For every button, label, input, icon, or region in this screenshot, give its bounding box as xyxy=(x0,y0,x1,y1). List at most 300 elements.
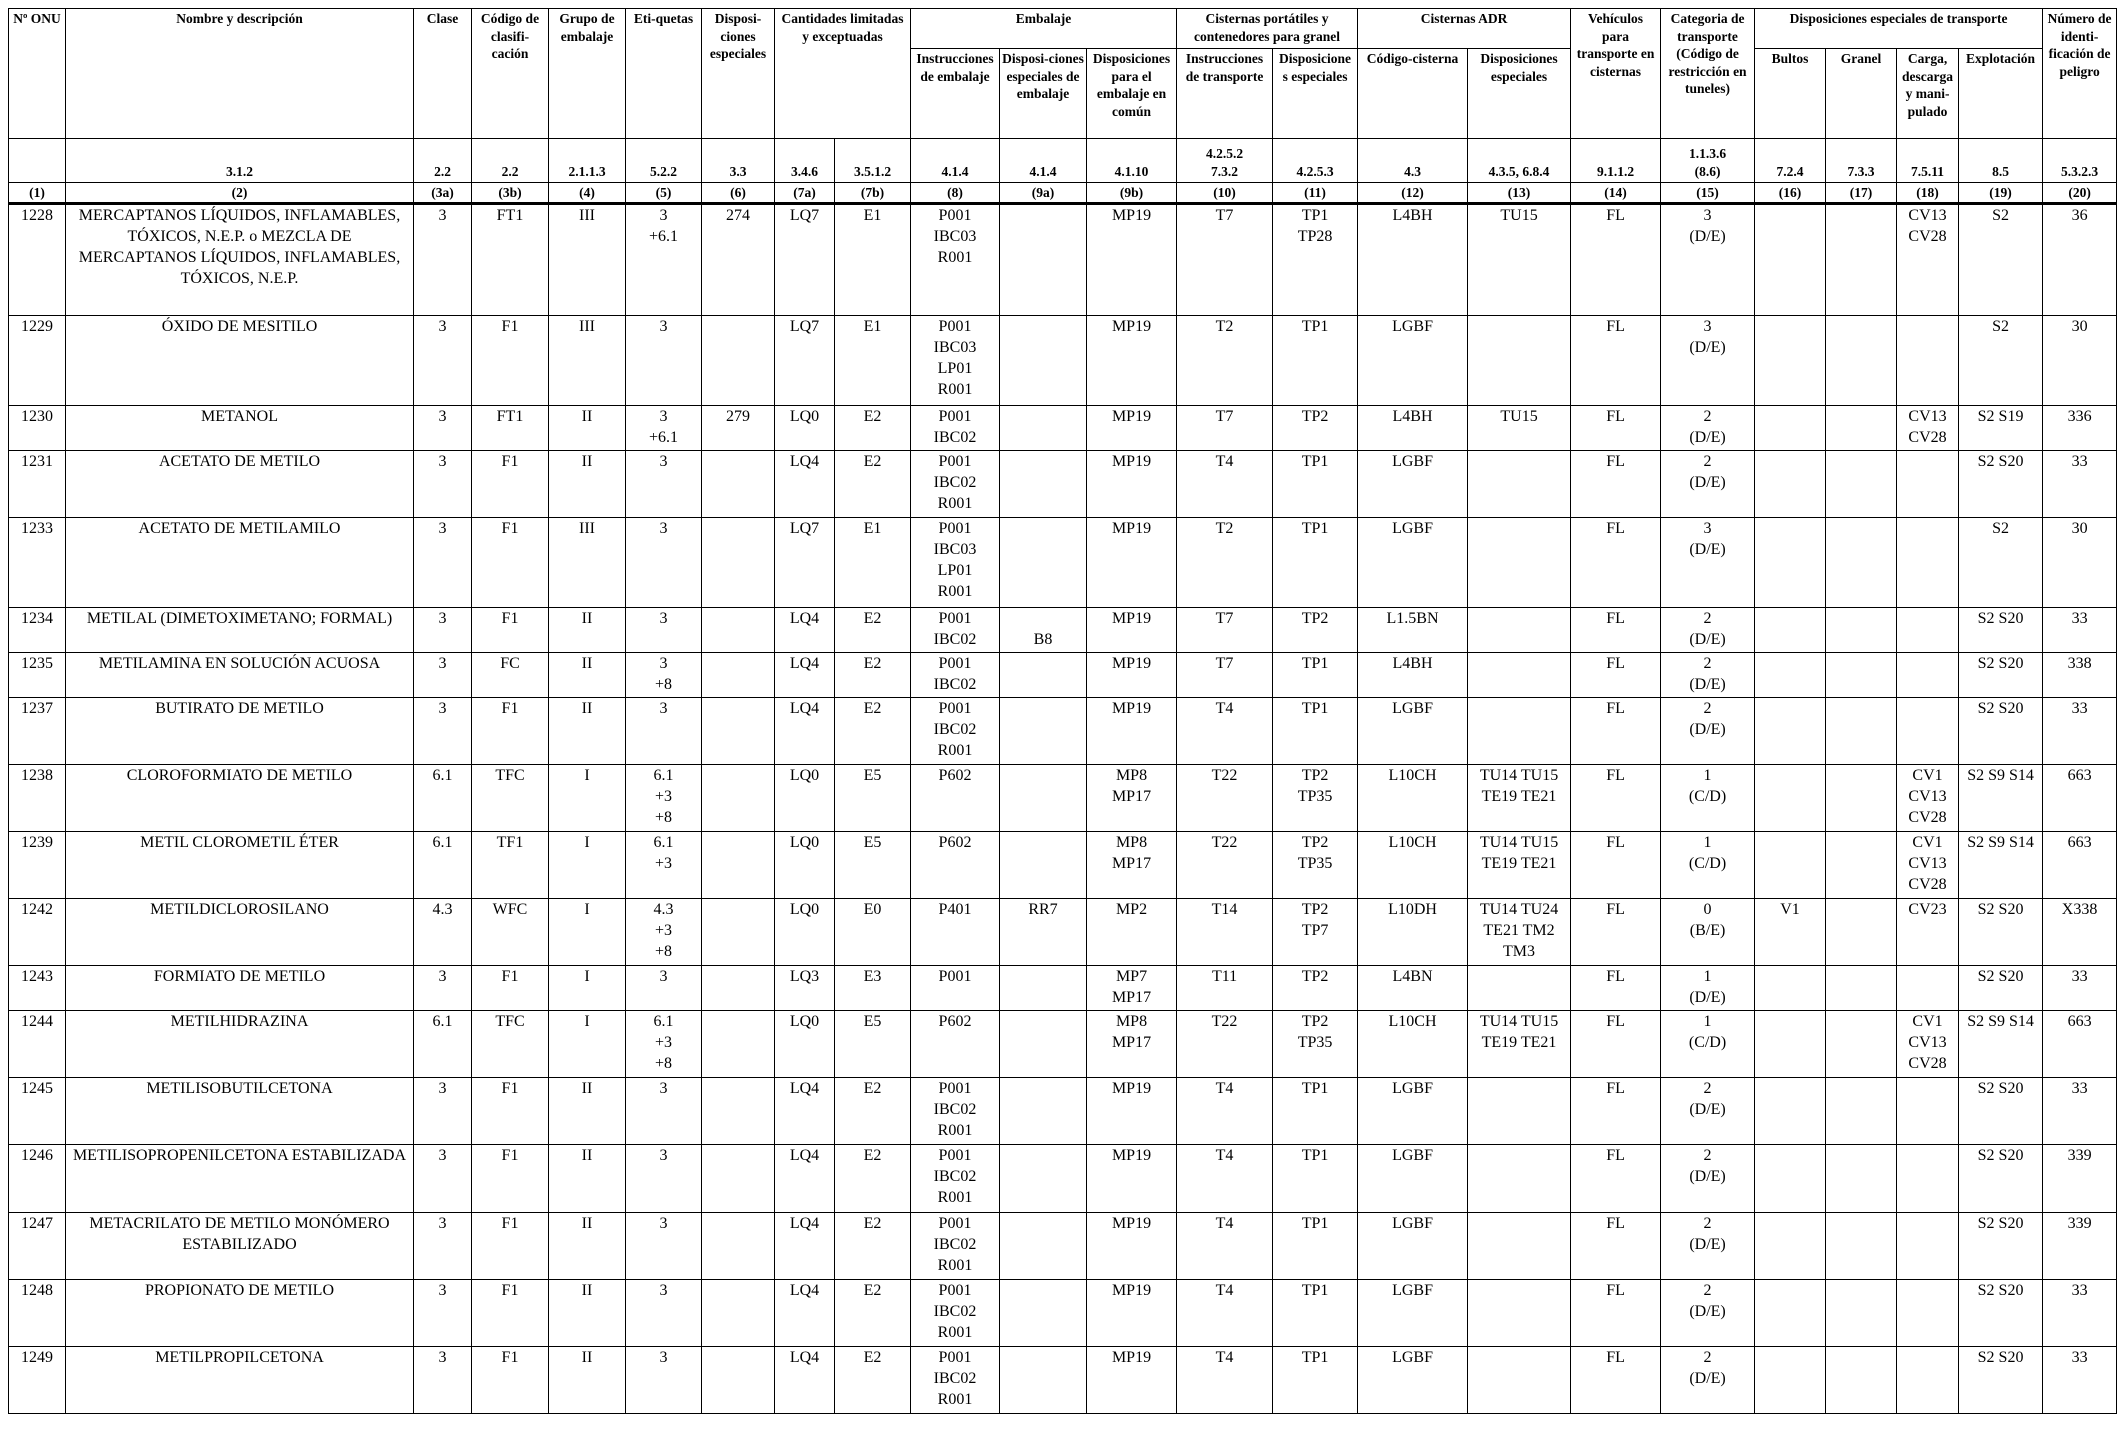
table-cell: 3 xyxy=(414,518,472,608)
table-cell: LQ0 xyxy=(775,765,835,832)
table-cell: TP1 TP28 xyxy=(1273,204,1358,316)
table-cell: 336 xyxy=(2043,406,2117,451)
table-cell xyxy=(1897,1078,1959,1145)
table-cell: FL xyxy=(1571,765,1661,832)
table-cell: FL xyxy=(1571,1213,1661,1280)
table-cell xyxy=(1826,204,1897,316)
table-cell: S2 xyxy=(1959,316,2043,406)
table-cell: 3 xyxy=(414,1078,472,1145)
table-cell: P001 IBC03 LP01 R001 xyxy=(911,316,1000,406)
un-number-cell: 1242 xyxy=(9,899,66,966)
reference-cell: 2.2 xyxy=(414,139,472,183)
reference-cell: 4.2.5.2 7.3.2 xyxy=(1177,139,1273,183)
table-cell: FL xyxy=(1571,451,1661,518)
table-cell xyxy=(702,653,775,698)
table-cell: T4 xyxy=(1177,1213,1273,1280)
table-cell xyxy=(1468,608,1571,653)
table-cell xyxy=(1755,1011,1826,1078)
table-cell: S2 S20 xyxy=(1959,899,2043,966)
header-un: Nº ONU xyxy=(9,9,66,139)
table-cell: MP19 xyxy=(1087,1078,1177,1145)
header-numero-peligro: Número de identi-ficación de peligro xyxy=(2043,9,2117,139)
reference-cell: 3.4.6 xyxy=(775,139,835,183)
table-cell: MP8 MP17 xyxy=(1087,1011,1177,1078)
table-cell: 279 xyxy=(702,406,775,451)
table-cell xyxy=(1755,966,1826,1011)
column-number-cell: (16) xyxy=(1755,183,1826,204)
table-cell: T7 xyxy=(1177,653,1273,698)
table-cell xyxy=(702,1213,775,1280)
table-cell: 274 xyxy=(702,204,775,316)
table-cell xyxy=(1897,1347,1959,1414)
table-row xyxy=(9,406,2117,451)
table-cell: F1 xyxy=(472,1347,549,1414)
table-cell: MP19 xyxy=(1087,1347,1177,1414)
table-cell: S2 S19 xyxy=(1959,406,2043,451)
table-cell: F1 xyxy=(472,608,549,653)
table-cell: S2 S20 xyxy=(1959,1280,2043,1347)
table-cell xyxy=(1897,451,1959,518)
table-cell xyxy=(1468,1078,1571,1145)
table-cell: TP1 xyxy=(1273,653,1358,698)
table-cell: L10CH xyxy=(1358,765,1468,832)
reference-cell xyxy=(9,139,66,183)
table-cell: II xyxy=(549,608,626,653)
table-cell: TFC xyxy=(472,765,549,832)
table-cell: E2 xyxy=(835,698,911,765)
reference-cell: 4.3 xyxy=(1358,139,1468,183)
un-number-cell: 1234 xyxy=(9,608,66,653)
table-cell xyxy=(1755,1280,1826,1347)
table-cell xyxy=(702,765,775,832)
name-cell: METILAMINA EN SOLUCIÓN ACUOSA xyxy=(66,653,414,698)
table-cell: LGBF xyxy=(1358,451,1468,518)
table-cell xyxy=(1000,765,1087,832)
table-cell: S2 xyxy=(1959,518,2043,608)
table-cell: TP1 xyxy=(1273,316,1358,406)
table-cell: II xyxy=(549,1280,626,1347)
table-cell: TP1 xyxy=(1273,1145,1358,1213)
un-number-cell: 1231 xyxy=(9,451,66,518)
table-cell xyxy=(1897,966,1959,1011)
table-row xyxy=(9,1213,2117,1280)
column-number-cell: (7a) xyxy=(775,183,835,204)
table-cell: TP2 TP35 xyxy=(1273,832,1358,899)
un-number-cell: 1237 xyxy=(9,698,66,765)
table-cell: T22 xyxy=(1177,832,1273,899)
table-cell: FL xyxy=(1571,1347,1661,1414)
table-cell: 3 xyxy=(414,1280,472,1347)
table-cell: E2 xyxy=(835,653,911,698)
header-emb-comun: Disposiciones para el embalaje en común xyxy=(1087,49,1177,139)
table-cell: TU14 TU15 TE19 TE21 xyxy=(1468,765,1571,832)
table-cell: LQ4 xyxy=(775,608,835,653)
table-cell: FL xyxy=(1571,204,1661,316)
name-cell: CLOROFORMIATO DE METILO xyxy=(66,765,414,832)
name-cell: METIL CLOROMETIL ÉTER xyxy=(66,832,414,899)
table-cell: P001 xyxy=(911,966,1000,1011)
table-cell: LQ4 xyxy=(775,451,835,518)
table-cell: 663 xyxy=(2043,765,2117,832)
reference-cell: 4.1.4 xyxy=(1000,139,1087,183)
reference-cell: 7.3.3 xyxy=(1826,139,1897,183)
table-cell: LQ4 xyxy=(775,653,835,698)
table-cell: V1 xyxy=(1755,899,1826,966)
table-cell: LQ3 xyxy=(775,966,835,1011)
table-cell: 3 (D/E) xyxy=(1661,518,1755,608)
column-number-cell: (8) xyxy=(911,183,1000,204)
table-cell xyxy=(1755,451,1826,518)
table-cell: E0 xyxy=(835,899,911,966)
table-cell: MP19 xyxy=(1087,653,1177,698)
reference-cell: 4.3.5, 6.8.4 xyxy=(1468,139,1571,183)
name-cell: ÓXIDO DE MESITILO xyxy=(66,316,414,406)
table-cell: 33 xyxy=(2043,966,2117,1011)
column-number-cell: (5) xyxy=(626,183,702,204)
table-cell: F1 xyxy=(472,1280,549,1347)
table-cell: E1 xyxy=(835,316,911,406)
table-cell: S2 S20 xyxy=(1959,1347,2043,1414)
table-cell: 6.1 +3 +8 xyxy=(626,765,702,832)
table-cell: 1 (C/D) xyxy=(1661,765,1755,832)
header-embalaje: Embalaje xyxy=(911,9,1177,49)
table-cell: S2 xyxy=(1959,204,2043,316)
table-cell: II xyxy=(549,1078,626,1145)
un-number-cell: 1248 xyxy=(9,1280,66,1347)
table-cell xyxy=(1826,1011,1897,1078)
table-cell xyxy=(1755,204,1826,316)
table-cell: 3 (D/E) xyxy=(1661,316,1755,406)
table-cell: P001 IBC02 xyxy=(911,653,1000,698)
table-cell: S2 S9 S14 xyxy=(1959,765,2043,832)
table-cell: TU15 xyxy=(1468,204,1571,316)
table-cell: LQ7 xyxy=(775,518,835,608)
table-cell: 3 xyxy=(626,1213,702,1280)
un-number-cell: 1246 xyxy=(9,1145,66,1213)
table-cell: E3 xyxy=(835,966,911,1011)
column-number-cell: (4) xyxy=(549,183,626,204)
reference-cell: 4.1.10 xyxy=(1087,139,1177,183)
header-dt-bultos: Bultos xyxy=(1755,49,1826,139)
table-cell xyxy=(1468,1213,1571,1280)
table-cell: II xyxy=(549,1145,626,1213)
table-cell: 3 xyxy=(626,1145,702,1213)
table-cell xyxy=(1000,406,1087,451)
table-cell: T4 xyxy=(1177,1145,1273,1213)
table-cell: CV23 xyxy=(1897,899,1959,966)
table-cell: 6.1 xyxy=(414,765,472,832)
table-cell: T4 xyxy=(1177,1078,1273,1145)
table-cell: LQ7 xyxy=(775,316,835,406)
table-cell: T7 xyxy=(1177,204,1273,316)
table-cell: T7 xyxy=(1177,406,1273,451)
name-cell: ACETATO DE METILO xyxy=(66,451,414,518)
table-cell: E5 xyxy=(835,832,911,899)
name-cell: METILHIDRAZINA xyxy=(66,1011,414,1078)
un-number-cell: 1247 xyxy=(9,1213,66,1280)
reference-cell: 2.2 xyxy=(472,139,549,183)
header-vehiculos: Vehículos para transporte en cisternas xyxy=(1571,9,1661,139)
table-cell: MP19 xyxy=(1087,698,1177,765)
reference-cell: 4.2.5.3 xyxy=(1273,139,1358,183)
name-cell: MERCAPTANOS LÍQUIDOS, INFLAMABLES, TÓXICOS, N.E.P. o MEZCLA DE MERCAPTANOS LÍQUIDOS, INFLAMABLES, TÓXICOS, N.E.P. xyxy=(66,204,414,316)
name-cell: METILISOPROPENILCETONA ESTABILIZADA xyxy=(66,1145,414,1213)
table-cell: P602 xyxy=(911,765,1000,832)
table-cell: E2 xyxy=(835,1280,911,1347)
table-cell: E2 xyxy=(835,1078,911,1145)
table-cell: P001 IBC02 R001 xyxy=(911,1280,1000,1347)
table-cell xyxy=(1468,966,1571,1011)
table-cell: P001 IBC02 R001 xyxy=(911,1213,1000,1280)
table-cell: LGBF xyxy=(1358,1078,1468,1145)
table-cell: 3 xyxy=(626,316,702,406)
column-number-cell: (14) xyxy=(1571,183,1661,204)
table-cell: 3 xyxy=(626,966,702,1011)
table-cell xyxy=(1468,1145,1571,1213)
table-body xyxy=(9,204,2117,1414)
table-cell: F1 xyxy=(472,316,549,406)
table-cell: 3 xyxy=(414,698,472,765)
table-cell xyxy=(702,518,775,608)
table-cell xyxy=(1826,1213,1897,1280)
table-cell xyxy=(1826,1347,1897,1414)
un-number-cell: 1230 xyxy=(9,406,66,451)
table-cell: WFC xyxy=(472,899,549,966)
table-cell: TP1 xyxy=(1273,1213,1358,1280)
table-cell xyxy=(1826,316,1897,406)
table-cell: II xyxy=(549,406,626,451)
column-number-cell: (3b) xyxy=(472,183,549,204)
table-cell xyxy=(1000,653,1087,698)
table-cell: LGBF xyxy=(1358,518,1468,608)
table-cell xyxy=(1826,653,1897,698)
table-cell: E2 xyxy=(835,1213,911,1280)
table-cell: E2 xyxy=(835,451,911,518)
table-cell xyxy=(1826,406,1897,451)
table-cell: LQ4 xyxy=(775,698,835,765)
table-cell: F1 xyxy=(472,698,549,765)
table-cell xyxy=(702,1280,775,1347)
table-cell: 3 xyxy=(414,1145,472,1213)
table-cell: S2 S20 xyxy=(1959,1213,2043,1280)
table-cell xyxy=(1468,1280,1571,1347)
table-cell: 6.1 +3 +8 xyxy=(626,1011,702,1078)
table-cell: T22 xyxy=(1177,1011,1273,1078)
header-name: Nombre y descripción xyxy=(66,9,414,139)
table-cell xyxy=(1000,698,1087,765)
reference-cell: 3.3 xyxy=(702,139,775,183)
table-cell xyxy=(702,966,775,1011)
reference-cell: 3.1.2 xyxy=(66,139,414,183)
table-cell: T4 xyxy=(1177,451,1273,518)
table-cell: E1 xyxy=(835,204,911,316)
table-cell: MP8 MP17 xyxy=(1087,832,1177,899)
table-cell: 2 (D/E) xyxy=(1661,1145,1755,1213)
table-cell: LQ4 xyxy=(775,1145,835,1213)
table-cell: T7 xyxy=(1177,608,1273,653)
table-cell: 4.3 +3 +8 xyxy=(626,899,702,966)
table-cell: TU14 TU15 TE19 TE21 xyxy=(1468,832,1571,899)
name-cell: METACRILATO DE METILO MONÓMERO ESTABILIZADO xyxy=(66,1213,414,1280)
table-row xyxy=(9,765,2117,832)
table-cell xyxy=(1755,518,1826,608)
header-cp-disposiciones: Disposicione s especiales xyxy=(1273,49,1358,139)
table-cell xyxy=(1826,698,1897,765)
table-cell: CV13 CV28 xyxy=(1897,406,1959,451)
table-cell: L10CH xyxy=(1358,1011,1468,1078)
table-cell: 4.3 xyxy=(414,899,472,966)
table-cell xyxy=(1000,1347,1087,1414)
table-cell: III xyxy=(549,204,626,316)
table-cell: II xyxy=(549,1213,626,1280)
table-cell xyxy=(702,451,775,518)
name-cell: METILISOBUTILCETONA xyxy=(66,1078,414,1145)
table-cell: 3 xyxy=(414,608,472,653)
table-cell: TP2 xyxy=(1273,966,1358,1011)
column-number-cell: (10) xyxy=(1177,183,1273,204)
table-cell: 2 (D/E) xyxy=(1661,1213,1755,1280)
table-cell xyxy=(1755,832,1826,899)
name-cell: BUTIRATO DE METILO xyxy=(66,698,414,765)
table-cell: II xyxy=(549,451,626,518)
reference-cell: 7.2.4 xyxy=(1755,139,1826,183)
table-cell: 2 (D/E) xyxy=(1661,406,1755,451)
table-cell: T22 xyxy=(1177,765,1273,832)
table-cell xyxy=(1897,698,1959,765)
table-cell xyxy=(1826,899,1897,966)
table-cell xyxy=(1897,1280,1959,1347)
header-disposiciones-transporte: Disposiciones especiales de transporte xyxy=(1755,9,2043,49)
table-cell xyxy=(1755,698,1826,765)
table-cell: E2 xyxy=(835,1347,911,1414)
table-cell: TP1 xyxy=(1273,451,1358,518)
table-row xyxy=(9,899,2117,966)
table-cell: 663 xyxy=(2043,1011,2117,1078)
table-cell xyxy=(1755,316,1826,406)
table-cell xyxy=(1755,406,1826,451)
header-cisternas-adr: Cisternas ADR xyxy=(1358,9,1571,49)
table-cell: 3 xyxy=(626,518,702,608)
table-cell: L4BH xyxy=(1358,204,1468,316)
header-cantidades: Cantidades limitadas y exceptuadas xyxy=(775,9,911,139)
table-cell xyxy=(1000,1011,1087,1078)
table-cell: 3 xyxy=(626,1347,702,1414)
table-cell: FL xyxy=(1571,316,1661,406)
table-cell: 2 (D/E) xyxy=(1661,1078,1755,1145)
table-cell: F1 xyxy=(472,1078,549,1145)
table-cell: I xyxy=(549,765,626,832)
table-cell: FL xyxy=(1571,653,1661,698)
header-codigo: Código de clasifi-cación xyxy=(472,9,549,139)
dangerous-goods-table xyxy=(8,8,2117,1414)
table-cell: S2 S20 xyxy=(1959,1078,2043,1145)
table-cell: T14 xyxy=(1177,899,1273,966)
table-cell: LGBF xyxy=(1358,1213,1468,1280)
table-cell: LGBF xyxy=(1358,1280,1468,1347)
table-cell: LQ7 xyxy=(775,204,835,316)
table-cell xyxy=(1826,1145,1897,1213)
table-row xyxy=(9,204,2117,316)
table-cell xyxy=(1000,316,1087,406)
header-dt-explotacion: Explotación xyxy=(1959,49,2043,139)
table-cell: 33 xyxy=(2043,1078,2117,1145)
table-row xyxy=(9,698,2117,765)
table-cell xyxy=(1897,518,1959,608)
table-cell: T11 xyxy=(1177,966,1273,1011)
table-cell: 1 (C/D) xyxy=(1661,1011,1755,1078)
table-cell: 3 xyxy=(414,406,472,451)
table-cell xyxy=(1468,316,1571,406)
table-cell: P001 IBC02 R001 xyxy=(911,1145,1000,1213)
table-cell: 3 xyxy=(414,653,472,698)
table-cell: S2 S20 xyxy=(1959,451,2043,518)
table-row xyxy=(9,518,2117,608)
table-cell xyxy=(702,316,775,406)
table-cell xyxy=(1755,1213,1826,1280)
table-cell: 6.1 xyxy=(414,832,472,899)
table-cell: LQ4 xyxy=(775,1280,835,1347)
table-cell: II xyxy=(549,698,626,765)
table-cell: I xyxy=(549,899,626,966)
table-row xyxy=(9,966,2117,1011)
header-categoria: Categoria de transporte (Código de restricción en tuneles) xyxy=(1661,9,1755,139)
table-cell: LQ4 xyxy=(775,1213,835,1280)
table-cell: CV13 CV28 xyxy=(1897,204,1959,316)
table-cell: P001 IBC02 xyxy=(911,406,1000,451)
un-number-cell: 1235 xyxy=(9,653,66,698)
table-cell: FL xyxy=(1571,698,1661,765)
table-cell: TFC xyxy=(472,1011,549,1078)
table-cell: S2 S20 xyxy=(1959,966,2043,1011)
table-cell: MP19 xyxy=(1087,451,1177,518)
table-cell: 2 (D/E) xyxy=(1661,1347,1755,1414)
table-row xyxy=(9,1347,2117,1414)
table-cell: 3 xyxy=(414,451,472,518)
reference-cell: 4.1.4 xyxy=(911,139,1000,183)
table-cell: TU14 TU24 TE21 TM2 TM3 xyxy=(1468,899,1571,966)
table-cell: 2 (D/E) xyxy=(1661,451,1755,518)
table-cell: L10CH xyxy=(1358,832,1468,899)
table-row xyxy=(9,451,2117,518)
table-cell: MP19 xyxy=(1087,608,1177,653)
column-number-cell: (9b) xyxy=(1087,183,1177,204)
column-number-cell: (20) xyxy=(2043,183,2117,204)
table-cell: TP2 TP35 xyxy=(1273,765,1358,832)
table-cell: T4 xyxy=(1177,1280,1273,1347)
table-cell xyxy=(1468,653,1571,698)
table-cell: 3 xyxy=(414,966,472,1011)
table-cell: TU14 TU15 TE19 TE21 xyxy=(1468,1011,1571,1078)
table-cell: TP1 xyxy=(1273,1347,1358,1414)
table-cell: X338 xyxy=(2043,899,2117,966)
table-cell xyxy=(1000,1280,1087,1347)
table-cell: 33 xyxy=(2043,1280,2117,1347)
table-cell: L4BH xyxy=(1358,406,1468,451)
table-cell: MP19 xyxy=(1087,1213,1177,1280)
table-cell: LQ0 xyxy=(775,1011,835,1078)
table-cell: L1.5BN xyxy=(1358,608,1468,653)
reference-cell: 5.2.2 xyxy=(626,139,702,183)
reference-cell: 9.1.1.2 xyxy=(1571,139,1661,183)
table-cell: P001 IBC03 R001 xyxy=(911,204,1000,316)
table-cell: LGBF xyxy=(1358,698,1468,765)
table-cell xyxy=(1000,451,1087,518)
table-cell xyxy=(1000,966,1087,1011)
table-cell: LGBF xyxy=(1358,1145,1468,1213)
name-cell: METILPROPILCETONA xyxy=(66,1347,414,1414)
table-cell: 3 +6.1 xyxy=(626,204,702,316)
column-number-cell: (3a) xyxy=(414,183,472,204)
